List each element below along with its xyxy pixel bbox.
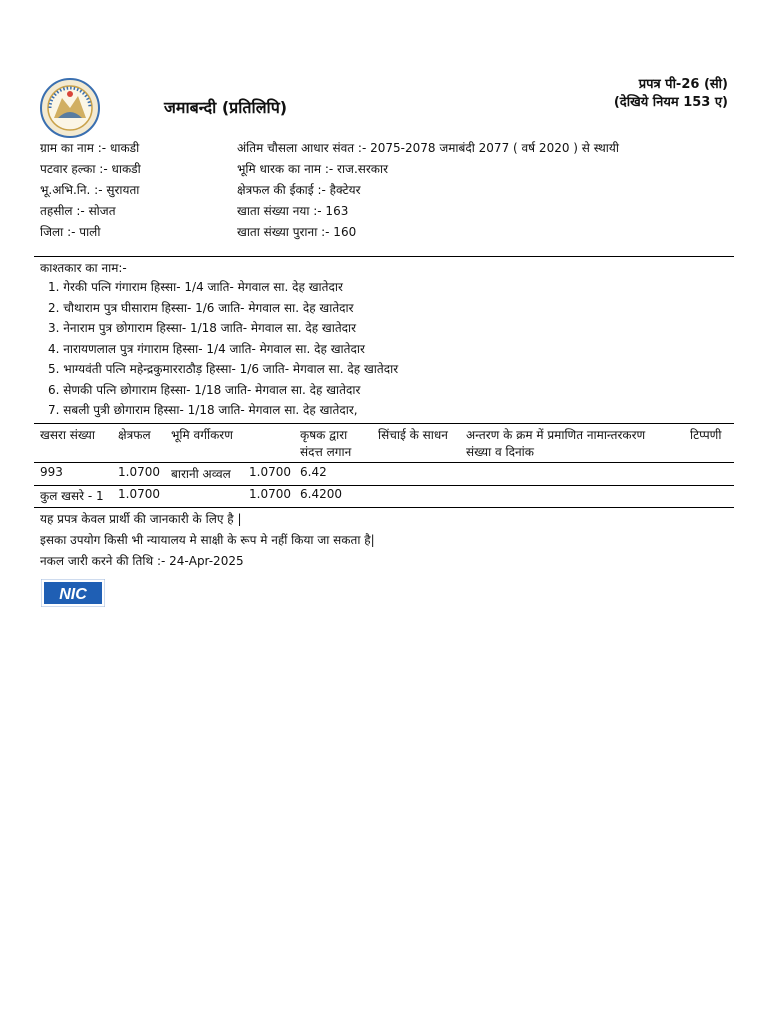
cell-total-area: 1.0700 bbox=[118, 487, 160, 501]
village-details bbox=[40, 138, 230, 243]
patwar-halka: पटवार हल्का :- धाकडी bbox=[40, 162, 141, 176]
land-record-inspector: भू.अभि.नि. :- सुरायता bbox=[40, 183, 140, 197]
table-row bbox=[0, 465, 768, 483]
cell-total-label: कुल खसरे - 1 bbox=[40, 489, 104, 503]
cell-lagan: 6.42 bbox=[300, 465, 327, 479]
rule-reference: (देखिये नियम 153 ए) bbox=[613, 95, 728, 110]
header-remarks: टिप्पणी bbox=[690, 428, 722, 442]
list-item: 1. गेरकी पत्नि गंगाराम हिस्सा- 1/4 जाति- मेगवाल सा. देह खातेदार bbox=[48, 280, 343, 294]
header-lagan: कृषक द्वारा संदत्त लगान bbox=[300, 428, 352, 459]
cell-total-lagan: 6.4200 bbox=[300, 487, 342, 501]
list-item: 2. चौथाराम पुत्र घीसाराम हिस्सा- 1/6 जाति- मेगवाल सा. देह खातेदार bbox=[48, 300, 354, 315]
divider bbox=[34, 423, 734, 424]
header-irrigation: सिंचाई के साधन bbox=[378, 428, 448, 442]
land-holder-name: भूमि धारक का नाम :- राज.सरकार bbox=[237, 162, 389, 176]
tehsil: तहसील :- सोजत bbox=[40, 204, 116, 218]
area-unit: क्षेत्रफल की ईकाई :- हैक्टेयर bbox=[237, 183, 361, 197]
court-usage-note: इसका उपयोग किसी भी न्यायालय मे साक्षी के रूप मे नहीं किया जा सकता है| bbox=[40, 533, 375, 547]
account-details bbox=[237, 138, 737, 243]
form-number: प्रपत्र पी-26 (सी) bbox=[638, 77, 728, 92]
cell-total-class-area: 1.0700 bbox=[249, 487, 291, 501]
cultivators-list bbox=[48, 277, 398, 421]
cell-class-area: 1.0700 bbox=[249, 465, 291, 479]
form-reference bbox=[614, 76, 728, 112]
header-area: क्षेत्रफल bbox=[118, 428, 151, 442]
list-item: 3. नेनाराम पुत्र छोगाराम हिस्सा- 1/18 जाति- मेगवाल सा. देह खातेदार bbox=[48, 321, 357, 335]
rajasthan-seal-icon bbox=[40, 78, 100, 138]
divider bbox=[34, 462, 734, 463]
nic-logo-icon bbox=[41, 579, 105, 607]
cell-classification: बारानी अव्वल bbox=[171, 467, 231, 481]
divider bbox=[34, 485, 734, 486]
divider bbox=[34, 256, 734, 257]
khata-old: खाता संख्या पुराना :- 160 bbox=[237, 225, 357, 239]
list-item: 7. सबली पुत्री छोगाराम हिस्सा- 1/18 जाति- मेगवाल सा. देह खातेदार, bbox=[48, 403, 358, 417]
table-total-row bbox=[0, 487, 768, 505]
header-mutation: अन्तरण के क्रम में प्रमाणित नामान्तरकरण संख्या व दिनांक bbox=[466, 428, 646, 459]
list-item: 6. सेणकी पत्नि छोगाराम हिस्सा- 1/18 जाति- मेगवाल सा. देह खातेदार bbox=[48, 382, 361, 397]
village-name: ग्राम का नाम :- धाकडी bbox=[40, 141, 140, 155]
cell-area: 1.0700 bbox=[118, 465, 160, 479]
cell-khasra: 993 bbox=[40, 465, 63, 479]
cultivators-heading: काश्तकार का नाम:- bbox=[40, 261, 127, 275]
document-title: जमाबन्दी (प्रतिलिपि) bbox=[164, 98, 288, 117]
header-classification: भूमि वर्गीकरण bbox=[171, 428, 233, 442]
header-khasra: खसरा संख्या bbox=[40, 428, 95, 442]
table-header bbox=[0, 427, 768, 463]
settlement-basis: अंतिम चौसला आधार संवत :- 2075-2078 जमाबंदी 2077 ( वर्ष 2020 ) से स्थायी bbox=[237, 141, 619, 155]
list-item: 4. नारायणलाल पुत्र गंगाराम हिस्सा- 1/4 जाति- मेगवाल सा. देह खातेदार bbox=[48, 341, 365, 356]
issue-date: नकल जारी करने की तिथि :- 24-Apr-2025 bbox=[40, 554, 244, 568]
khata-new: खाता संख्या नया :- 163 bbox=[237, 204, 349, 218]
district: जिला :- पाली bbox=[40, 225, 101, 239]
list-item: 5. भाग्यवंती पत्नि महेन्द्रकुमारराठौड़ हिस्सा- 1/6 जाति- मेगवाल सा. देह खातेदार bbox=[48, 362, 399, 376]
nic-logo-text: NIC bbox=[59, 586, 87, 603]
disclaimer-note: यह प्रपत्र केवल प्रार्थी की जानकारी के लिए है | bbox=[40, 512, 242, 526]
divider bbox=[34, 507, 734, 508]
footer-notes bbox=[40, 509, 375, 572]
